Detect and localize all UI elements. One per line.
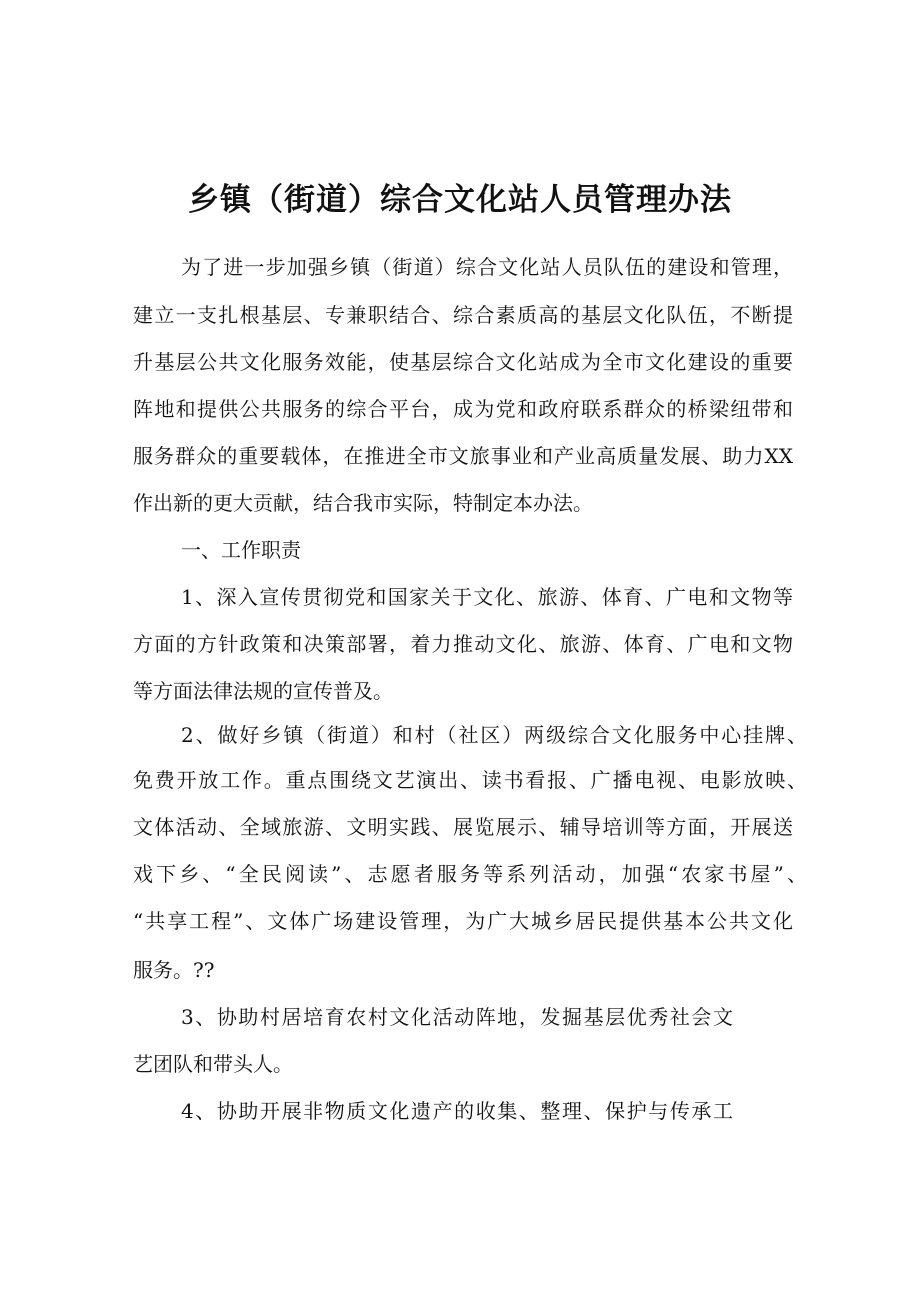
paragraph-line: 3、协助村居培育农村文化活动阵地，发掘基层优秀社会文 (181, 1005, 733, 1029)
paragraph-line: 阵地和提供公共服务的综合平台，成为党和政府联系群众的桥梁纽带和 (133, 397, 793, 421)
paragraph-line: 4、协助开展非物质文化遗产的收集、整理、保护与传承工 (181, 1099, 733, 1123)
paragraph-line: 作出新的更大贡献，结合我市实际，特制定本办法。 (133, 491, 593, 515)
paragraph-line: 服务。?? (133, 958, 215, 982)
section-heading: 一、工作职责 (181, 538, 301, 562)
paragraph-line: 艺团队和带头人。 (133, 1052, 293, 1076)
paragraph-line: 建立一支扎根基层、专兼职结合、综合素质高的基层文化队伍，不断提 (133, 303, 793, 327)
paragraph-line: 升基层公共文化服务效能，使基层综合文化站成为全市文化建设的重要 (133, 350, 793, 374)
document-title: 乡镇（街道）综合文化站人员管理办法 (188, 182, 732, 218)
paragraph-line: “共享工程”、文体广场建设管理，为广大城乡居民提供基本公共文化 (133, 909, 793, 933)
paragraph-line: 文体活动、全域旅游、文明实践、展览展示、辅导培训等方面，开展送 (133, 815, 793, 839)
paragraph-line: 方面的方针政策和决策部署，着力推动文化、旅游、体育、广电和文物 (133, 632, 793, 656)
paragraph-line: 等方面法律法规的宣传普及。 (133, 679, 393, 703)
paragraph-line: 为了进一步加强乡镇（街道）综合文化站人员队伍的建设和管理， (181, 255, 793, 279)
paragraph-line: 免费开放工作。重点围绕文艺演出、读书看报、广播电视、电影放映、 (133, 768, 807, 792)
paragraph-line: 1、深入宣传贯彻党和国家关于文化、旅游、体育、广电和文物等 (181, 585, 793, 609)
paragraph-line: 戏下乡、“全民阅读”、志愿者服务等系列活动，加强“农家书屋”、 (133, 862, 807, 886)
paragraph-line: 服务群众的重要载体，在推进全市文旅事业和产业高质量发展、助力XX (133, 444, 793, 468)
paragraph-line: 2、做好乡镇（街道）和村（社区）两级综合文化服务中心挂牌、 (181, 723, 807, 747)
